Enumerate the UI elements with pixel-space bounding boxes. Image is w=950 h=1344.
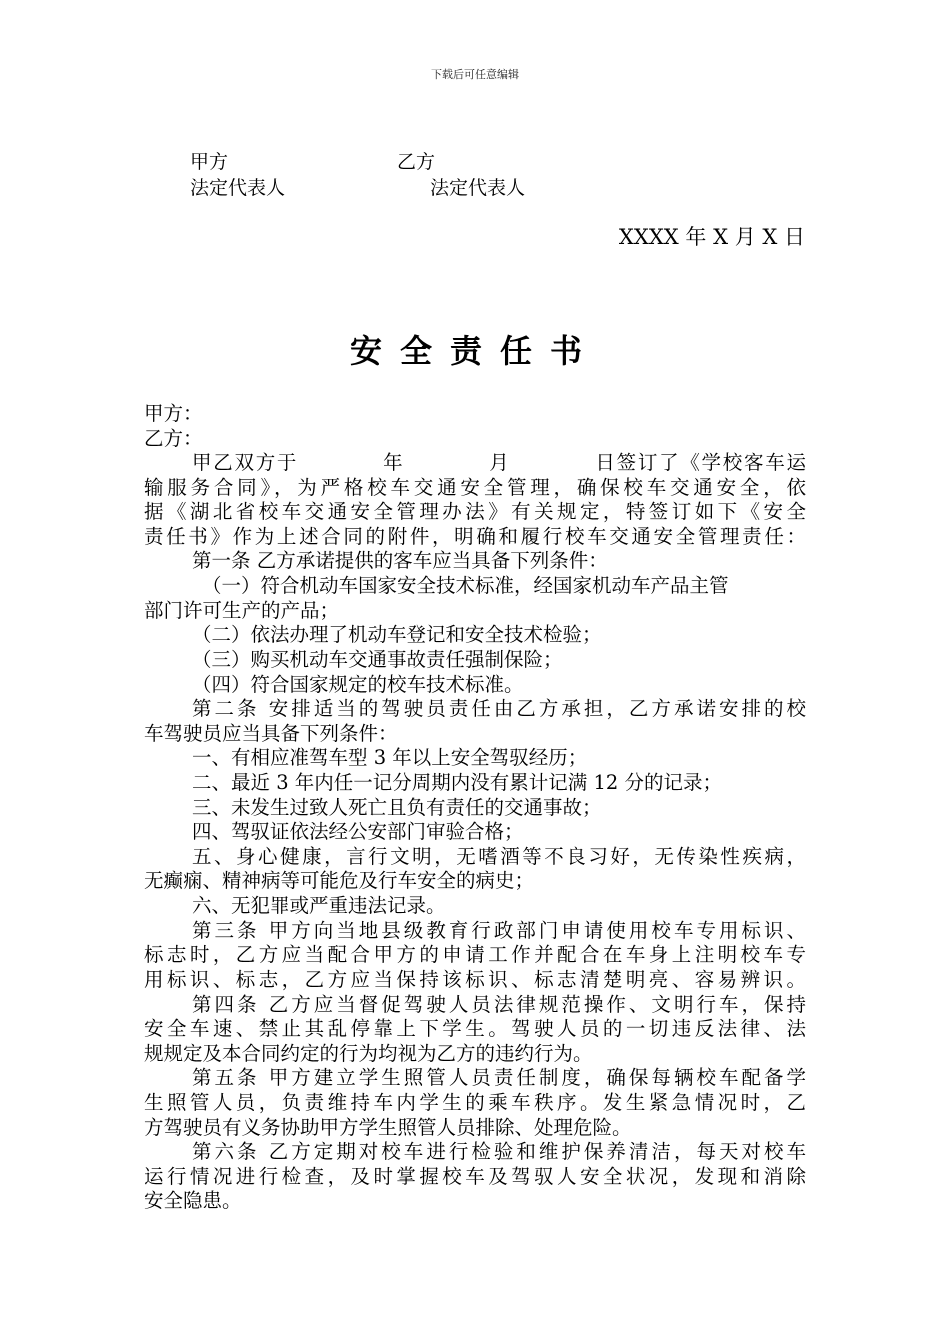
signing-date: XXXX 年 X 月 X 日 [618,225,805,249]
body-line: （三）购买机动车交通事故责任强制保险； [192,648,563,671]
body-line: 六、无犯罪或严重违法记录。 [192,894,446,917]
body-line: 无癫痫、精神病等可能危及行车安全的病史； [144,869,535,892]
body-line: （四）符合国家规定的校车技术标准。 [192,673,524,696]
party-b-line: 乙方： [144,427,203,450]
article-2-heading: 第二条 安排适当的驾驶员责任由乙方承担，乙方承诺安排的校 [192,697,806,720]
body-line: 安全隐患。 [144,1189,242,1212]
party-a-line: 甲方： [144,402,203,425]
article-5-heading: 第五条 甲方建立学生照管人员责任制度，确保每辆校车配备学 [192,1066,806,1089]
party-b-representative-label: 法定代表人 [430,177,526,199]
body-line: 三、未发生过致人死亡且负有责任的交通事故； [192,796,602,819]
body-line: 输服务合同》，为严格校车交通安全管理，确保校车交通安全，依 [144,476,806,499]
party-a-signature-label: 甲方 [190,151,229,173]
body-line: 车驾驶员应当具备下列条件： [144,722,398,745]
header-note: 下载后可任意编辑 [431,68,519,81]
body-line: 部门许可生产的产品； [144,599,340,622]
body-line: 方驾驶员有义务协助甲方学生照管人员排除、处理危险。 [144,1116,632,1139]
body-line: 责任书》作为上述合同的附件，明确和履行校车交通安全管理责任： [144,525,806,548]
body-line: （二）依法办理了机动车登记和安全技术检验； [192,623,602,646]
body-line: 据《湖北省校车交通安全管理办法》有关规定，特签订如下《安全 [144,500,806,523]
article-1-heading: 第一条 乙方承诺提供的客车应当具备下列条件： [192,549,608,572]
body-line: 五、身心健康，言行文明，无嗜酒等不良习好，无传染性疾病， [192,845,806,868]
article-4-heading: 第四条 乙方应当督促驾驶人员法律规范操作、文明行车，保持 [192,993,806,1016]
body-line: 四、驾驭证依法经公安部门审验合格； [192,820,524,843]
document-title: 安全责任书 [349,332,600,370]
body-line: （一）符合机动车国家安全技术标准，经国家机动车产品主管 [202,574,729,597]
body-line: 运行情况进行检查，及时掌握校车及驾驭人安全状况，发现和消除 [144,1165,806,1188]
article-6-heading: 第六条 乙方定期对校车进行检验和维护保养清洁，每天对校车 [192,1140,806,1163]
body-line: 一、有相应准驾车型 3 年以上安全驾驭经历； [192,746,588,769]
body-line: 甲乙双方于 年 月 日签订了《学校客车运 [192,451,806,474]
body-line: 规规定及本合同约定的行为均视为乙方的违约行为。 [144,1042,593,1065]
body-line: 安全车速、禁止其乱停靠上下学生。驾驶人员的一切违反法律、法 [144,1017,806,1040]
body-line: 用标识、标志，乙方应当保持该标识、标志清楚明亮、容易辨识。 [144,968,806,991]
body-line: 二、最近 3 年内任一记分周期内没有累计记满 12 分的记录； [192,771,723,794]
body-line: 生照管人员，负责维持车内学生的乘车秩序。发生紧急情况时，乙 [144,1091,806,1114]
body-line: 标志时，乙方应当配合甲方的申请工作并配合在车身上注明校车专 [144,943,806,966]
party-b-signature-label: 乙方 [397,151,436,173]
party-a-representative-label: 法定代表人 [190,177,286,199]
article-3-heading: 第三条 甲方向当地县级教育行政部门申请使用校车专用标识、 [192,919,806,942]
